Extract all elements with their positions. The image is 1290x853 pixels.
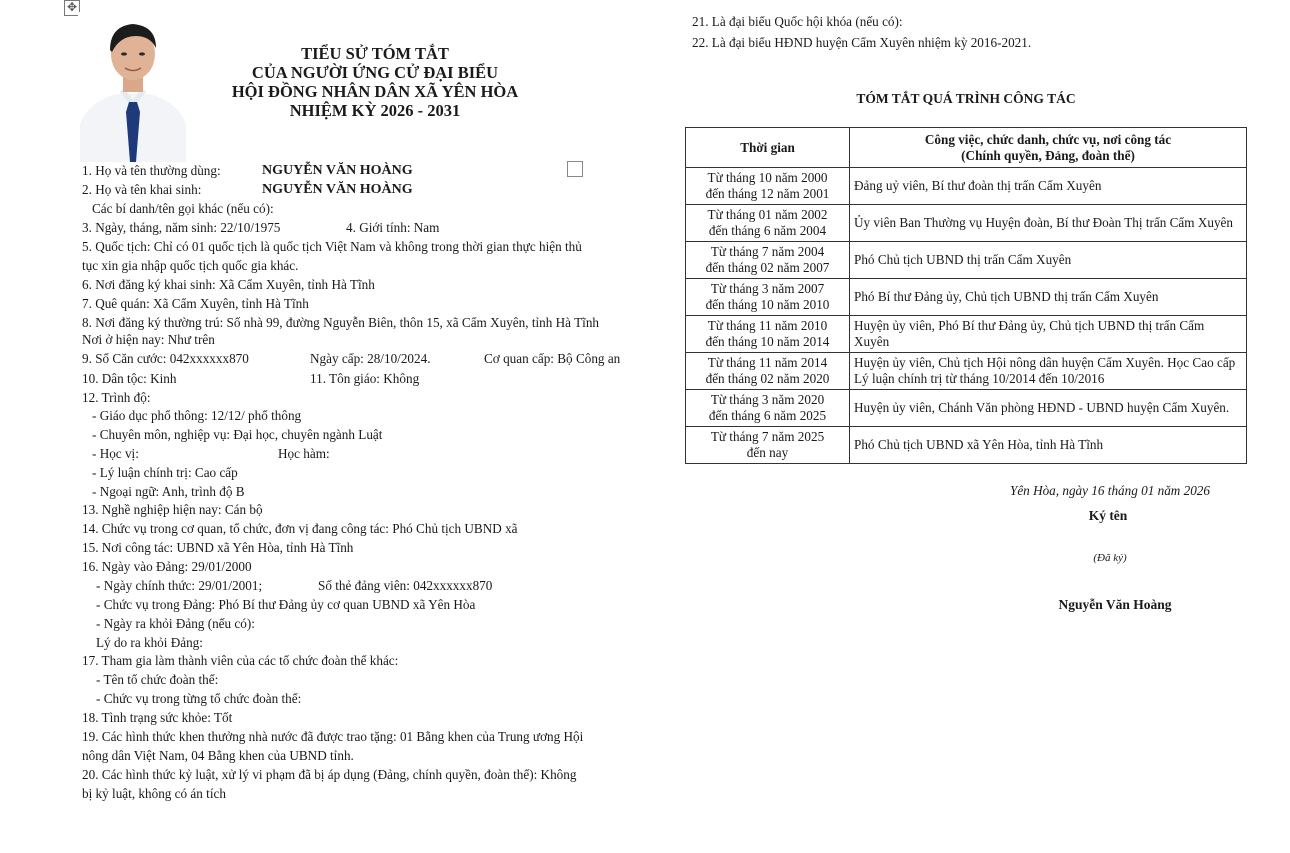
- id-issue-date: Ngày cấp: 28/10/2024.: [310, 351, 431, 366]
- time-from: Từ tháng 10 năm 2000: [707, 170, 828, 185]
- job-cell: Phó Chủ tịch UBND xã Yên Hòa, tỉnh Hà Tĩnh: [850, 427, 1247, 464]
- edu-general: - Giáo dục phổ thông: 12/12/ phổ thông: [92, 408, 302, 423]
- job-cell: Huyện ủy viên, Chánh Văn phòng HĐND - UBND huyện Cẩm Xuyên.: [850, 390, 1247, 427]
- col-time-header: Thời gian: [686, 128, 850, 168]
- table-row: [686, 427, 1247, 464]
- education-title: 12. Trình độ:: [82, 390, 151, 405]
- time-from: Từ tháng 11 năm 2010: [707, 318, 828, 333]
- table-row: [686, 242, 1247, 279]
- dob: 3. Ngày, tháng, năm sinh: 22/10/1975: [82, 220, 281, 235]
- health: 18. Tình trạng sức khỏe: Tốt: [82, 710, 233, 725]
- council-delegate: 22. Là đại biểu HĐND huyện Cẩm Xuyên nhiệm kỳ 2016-2021.: [692, 35, 1032, 50]
- workplace: 15. Nơi công tác: UBND xã Yên Hòa, tỉnh Hà Tĩnh: [82, 540, 354, 555]
- portrait-photo: [78, 12, 188, 162]
- job-cell: Phó Bí thư Đảng ủy, Chủ tịch UBND thị trấn Cẩm Xuyên: [850, 279, 1247, 316]
- id-issuer: Cơ quan cấp: Bộ Công an: [484, 351, 621, 366]
- signature-date: Yên Hòa, ngày 16 tháng 01 năm 2026: [1009, 483, 1210, 498]
- table-row: [686, 390, 1247, 427]
- title-line-3: HỘI ĐỒNG NHÂN DÂN XÃ YÊN HÒA: [231, 82, 519, 101]
- awards-line-2: nông dân Việt Nam, 04 Bằng khen của UBND tỉnh.: [82, 748, 354, 763]
- job-cell: Huyện ủy viên, Chủ tịch Hội nông dân huyện Cẩm Xuyên. Học Cao cấp Lý luận chính trị từ tháng 10/2014 đến 10/2016: [850, 353, 1247, 390]
- org-title: 17. Tham gia làm thành viên của các tổ chức đoàn thể khác:: [82, 653, 399, 668]
- occupation: 13. Nghề nghiệp hiện nay: Cán bộ: [82, 502, 263, 517]
- org-position: - Chức vụ trong từng tổ chức đoàn thể:: [96, 691, 302, 706]
- title-line-1: TIỂU SỬ TÓM TẮT: [301, 44, 449, 63]
- time-cell: [686, 390, 850, 427]
- time-from: Từ tháng 11 năm 2014: [707, 355, 828, 370]
- position: 14. Chức vụ trong cơ quan, tổ chức, đơn vị đang công tác: Phó Chủ tịch UBND xã: [82, 521, 518, 536]
- time-to: đến tháng 02 năm 2020: [705, 371, 830, 386]
- birth-registration: 6. Nơi đăng ký khai sinh: Xã Cẩm Xuyên, tỉnh Hà Tĩnh: [82, 277, 375, 292]
- time-cell: [686, 353, 850, 390]
- col-job-header-line-1: Công việc, chức danh, chức vụ, nơi công tác: [924, 131, 1172, 147]
- work-history-title: TÓM TẮT QUÁ TRÌNH CÔNG TÁC: [856, 91, 1076, 106]
- party-position: - Chức vụ trong Đảng: Phó Bí thư Đảng ủy cơ quan UBND xã Yên Hòa: [96, 597, 476, 612]
- time-cell: [686, 427, 850, 464]
- col-job-header-line-2: (Chính quyền, Đảng, đoàn thể): [961, 147, 1135, 163]
- table-header-row: [686, 128, 1247, 168]
- time-cell: [686, 316, 850, 353]
- gender: 4. Giới tính: Nam: [346, 220, 440, 235]
- title-line-2: CỦA NGƯỜI ỨNG CỬ ĐẠI BIỂU: [251, 63, 499, 82]
- signature-label: Ký tên: [1088, 508, 1128, 523]
- party-card: Số thẻ đảng viên: 042xxxxxx870: [318, 578, 493, 593]
- time-cell: [686, 242, 850, 279]
- col-job-header: [850, 128, 1247, 168]
- nationality-line-2: tục xin gia nhập quốc tịch quốc gia khác.: [82, 258, 299, 273]
- na-delegate: 21. Là đại biểu Quốc hội khóa (nếu có):: [692, 14, 903, 29]
- name-common-row: [82, 162, 413, 180]
- time-cell: [686, 205, 850, 242]
- edu-language: - Ngoại ngữ: Anh, trình độ B: [92, 484, 245, 499]
- time-to: đến tháng 6 năm 2004: [708, 223, 827, 238]
- id-row: [82, 350, 621, 368]
- time-to: đến tháng 10 năm 2010: [705, 297, 830, 312]
- dob-row: [82, 219, 440, 237]
- checkbox-icon[interactable]: [567, 161, 583, 177]
- name-birth-label: 2. Họ và tên khai sinh:: [82, 182, 202, 197]
- work-history-table: [685, 127, 1247, 464]
- time-cell: [686, 279, 850, 316]
- name-common-label: 1. Họ và tên thường dùng:: [82, 163, 221, 178]
- party-leave-reason: Lý do ra khỏi Đảng:: [96, 635, 203, 650]
- org-name: - Tên tổ chức đoàn thể:: [96, 672, 219, 687]
- party-leave: - Ngày ra khỏi Đảng (nếu có):: [96, 616, 255, 631]
- job-cell: Ủy viên Ban Thường vụ Huyện đoàn, Bí thư Đoàn Thị trấn Cẩm Xuyên: [850, 205, 1247, 242]
- signature-signed-note: (Đã ký): [1093, 552, 1127, 564]
- time-to: đến tháng 02 năm 2007: [705, 260, 830, 275]
- time-from: Từ tháng 7 năm 2025: [710, 429, 825, 444]
- table-row: [686, 279, 1247, 316]
- name-birth-row: [82, 181, 413, 199]
- time-to: đến tháng 6 năm 2025: [708, 408, 827, 423]
- edu-degree-row: [92, 445, 330, 463]
- discipline-line-1: 20. Các hình thức kỷ luật, xử lý vi phạm đã bị áp dụng (Đảng, chính quyền, đoàn thể): Không: [82, 767, 577, 782]
- time-from: Từ tháng 3 năm 2007: [710, 281, 825, 296]
- time-to: đến nay: [746, 445, 789, 460]
- name-birth-value: NGUYỄN VĂN HOÀNG: [262, 182, 413, 197]
- signature-name: Nguyễn Văn Hoàng: [1058, 597, 1172, 612]
- time-to: đến tháng 12 năm 2001: [705, 186, 830, 201]
- document-title: [190, 44, 560, 120]
- table-row: [686, 168, 1247, 205]
- nationality-line-1: 5. Quốc tịch: Chỉ có 01 quốc tịch là quốc tịch Việt Nam và không trong thời gian thực hiện thủ: [82, 239, 582, 254]
- edu-rank: Học hàm:: [278, 446, 330, 461]
- job-cell: Đảng uỷ viên, Bí thư đoàn thị trấn Cẩm Xuyên: [850, 168, 1247, 205]
- id-number: 9. Số Căn cước: 042xxxxxx870: [82, 351, 249, 366]
- permanent-residence: 8. Nơi đăng ký thường trú: Số nhà 99, đường Nguyễn Biên, thôn 15, xã Cẩm Xuyên, tỉnh Hà Tĩnh: [82, 315, 600, 330]
- religion: 11. Tôn giáo: Không: [310, 371, 420, 386]
- time-cell: [686, 168, 850, 205]
- job-cell: Phó Chủ tịch UBND thị trấn Cẩm Xuyên: [850, 242, 1247, 279]
- edu-political: - Lý luận chính trị: Cao cấp: [92, 465, 238, 480]
- table-row: [686, 353, 1247, 390]
- party-official-row: [96, 577, 493, 595]
- current-residence: Nơi ở hiện nay: Như trên: [82, 332, 215, 347]
- edu-degree: - Học vị:: [92, 446, 139, 461]
- party-join: 16. Ngày vào Đảng: 29/01/2000: [82, 559, 252, 574]
- party-official: - Ngày chính thức: 29/01/2001;: [96, 578, 263, 593]
- table-row: [686, 205, 1247, 242]
- discipline-line-2: bị kỷ luật, không có án tích: [82, 786, 226, 801]
- awards-line-1: 19. Các hình thức khen thưởng nhà nước đã được trao tặng: 01 Bằng khen của Trung ương Hội: [82, 729, 584, 744]
- time-from: Từ tháng 3 năm 2020: [710, 392, 825, 407]
- job-cell: Huyện ủy viên, Phó Bí thư Đảng ủy, Chủ tịch UBND thị trấn Cẩm Xuyên: [850, 316, 1247, 353]
- time-from: Từ tháng 01 năm 2002: [707, 207, 828, 222]
- aliases: Các bí danh/tên gọi khác (nếu có):: [92, 201, 274, 216]
- ethnicity: 10. Dân tộc: Kinh: [82, 371, 177, 386]
- move-icon[interactable]: ✥: [64, 0, 80, 16]
- time-to: đến tháng 10 năm 2014: [705, 334, 830, 349]
- name-common-value: NGUYỄN VĂN HOÀNG: [262, 163, 413, 178]
- edu-professional: - Chuyên môn, nghiệp vụ: Đại học, chuyên ngành Luật: [92, 427, 383, 442]
- title-line-4: NHIỆM KỲ 2026 - 2031: [289, 101, 461, 120]
- time-from: Từ tháng 7 năm 2004: [710, 244, 825, 259]
- hometown: 7. Quê quán: Xã Cẩm Xuyên, tỉnh Hà Tĩnh: [82, 296, 309, 311]
- table-row: [686, 316, 1247, 353]
- ethnicity-row: [82, 370, 420, 388]
